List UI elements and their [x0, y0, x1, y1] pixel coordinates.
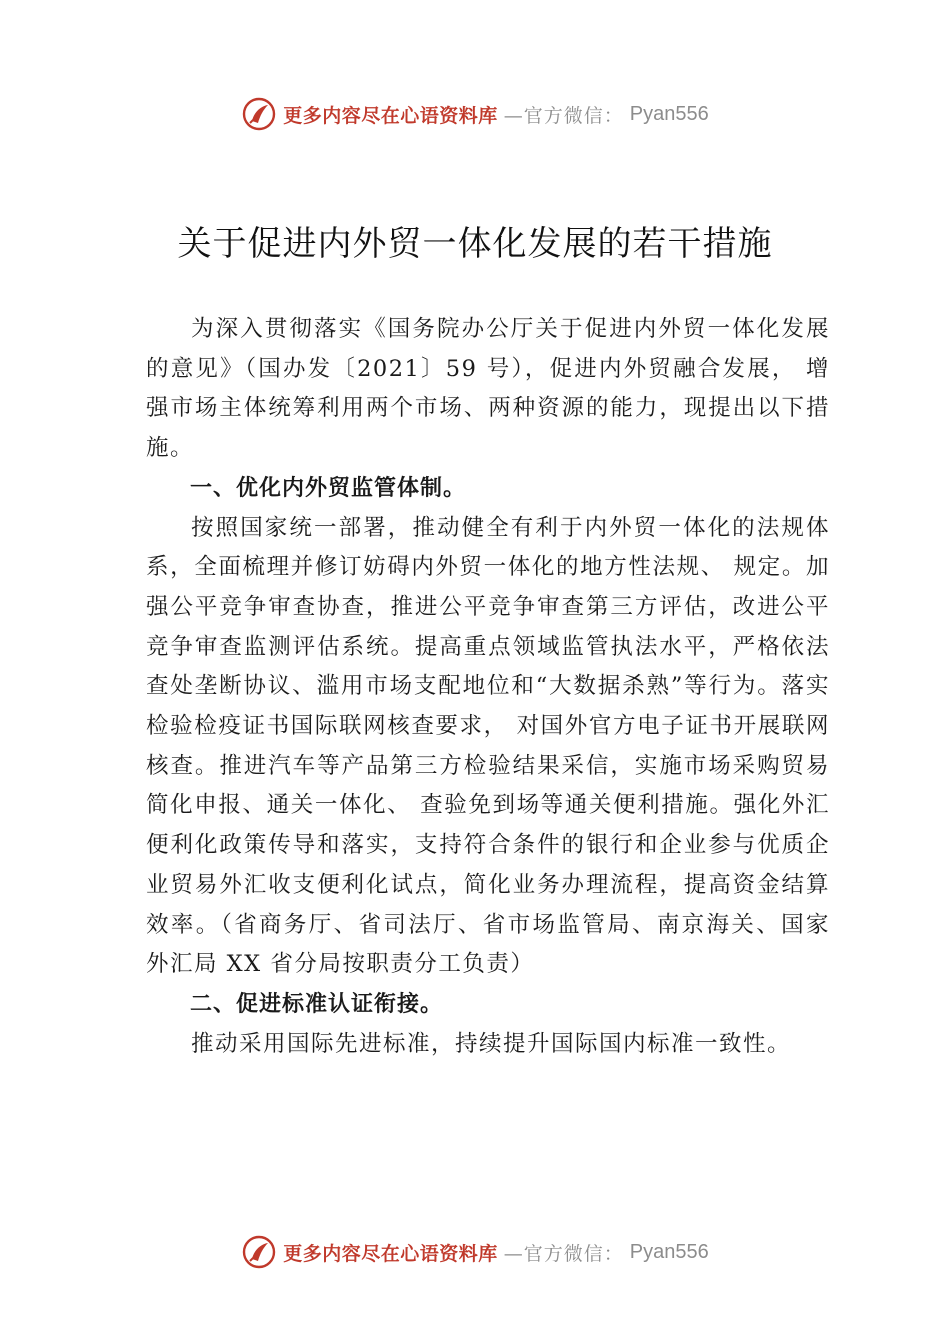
- seal-logo-icon: [241, 96, 277, 132]
- section-body-1: 按照国家统一部署，推动健全有利于内外贸一体化的法规体系，全面梳理并修订妨碍内外贸一体化的地方性法规、 规定。加强公平竞争审查协查，推进公平竞争审查第三方评估，改进公平竞争审查监测评估系统。提高重点领域监管执法水平，严格依法查处垄断协议、滥用市场支配地位和“大数据杀熟”等行为。落实检验检疫证书国际联网核查要求， 对国外官方电子证书开展联网核查。推进汽车等产品第三方检验结果采信，实施市场采购贸易简化申报、通关一体化、 查验免到场等通关便利措施。强化外汇便利化政策传导和落实，支持符合条件的银行和企业参与优质企业贸易外汇收支便利化试点，简化业务办理流程，提高资金结算效率。（省商务厅、省司法厅、省市场监管局、南京海关、国家外汇局 XX 省分局按职责分工负责）: [146, 514, 830, 978]
- document-body: [146, 310, 830, 1064]
- banner-wechat-label: —官方微信：: [503, 1242, 624, 1265]
- banner-wechat-id: Pyan556: [629, 102, 709, 125]
- section-heading-1: 一、优化内外贸监管体制。: [190, 475, 467, 501]
- intro-paragraph: 为深入贯彻落实《国务院办公厅关于促进内外贸一体化发展的意见》（国办发〔2021〕59 号），促进内外贸融合发展， 增强市场主体统筹利用两个市场、两种资源的能力，现提出以下措施。: [146, 316, 830, 462]
- section-heading-2: 二、促进标准认证衔接。: [190, 991, 444, 1017]
- banner-library-text: 更多内容尽在心语资料库: [283, 1242, 498, 1265]
- banner-library-text: 更多内容尽在心语资料库: [283, 104, 498, 127]
- seal-logo-icon: [241, 1234, 277, 1270]
- document-title: 关于促进内外贸一体化发展的若干措施: [177, 224, 773, 264]
- banner-wechat-label: —官方微信：: [503, 104, 624, 127]
- footer-banner[interactable]: [0, 1230, 950, 1274]
- header-banner[interactable]: [0, 92, 950, 136]
- banner-wechat-id: Pyan556: [629, 1240, 709, 1263]
- section-body-2: 推动采用国际先进标准，持续提升国际国内标准一致性。: [191, 1030, 792, 1057]
